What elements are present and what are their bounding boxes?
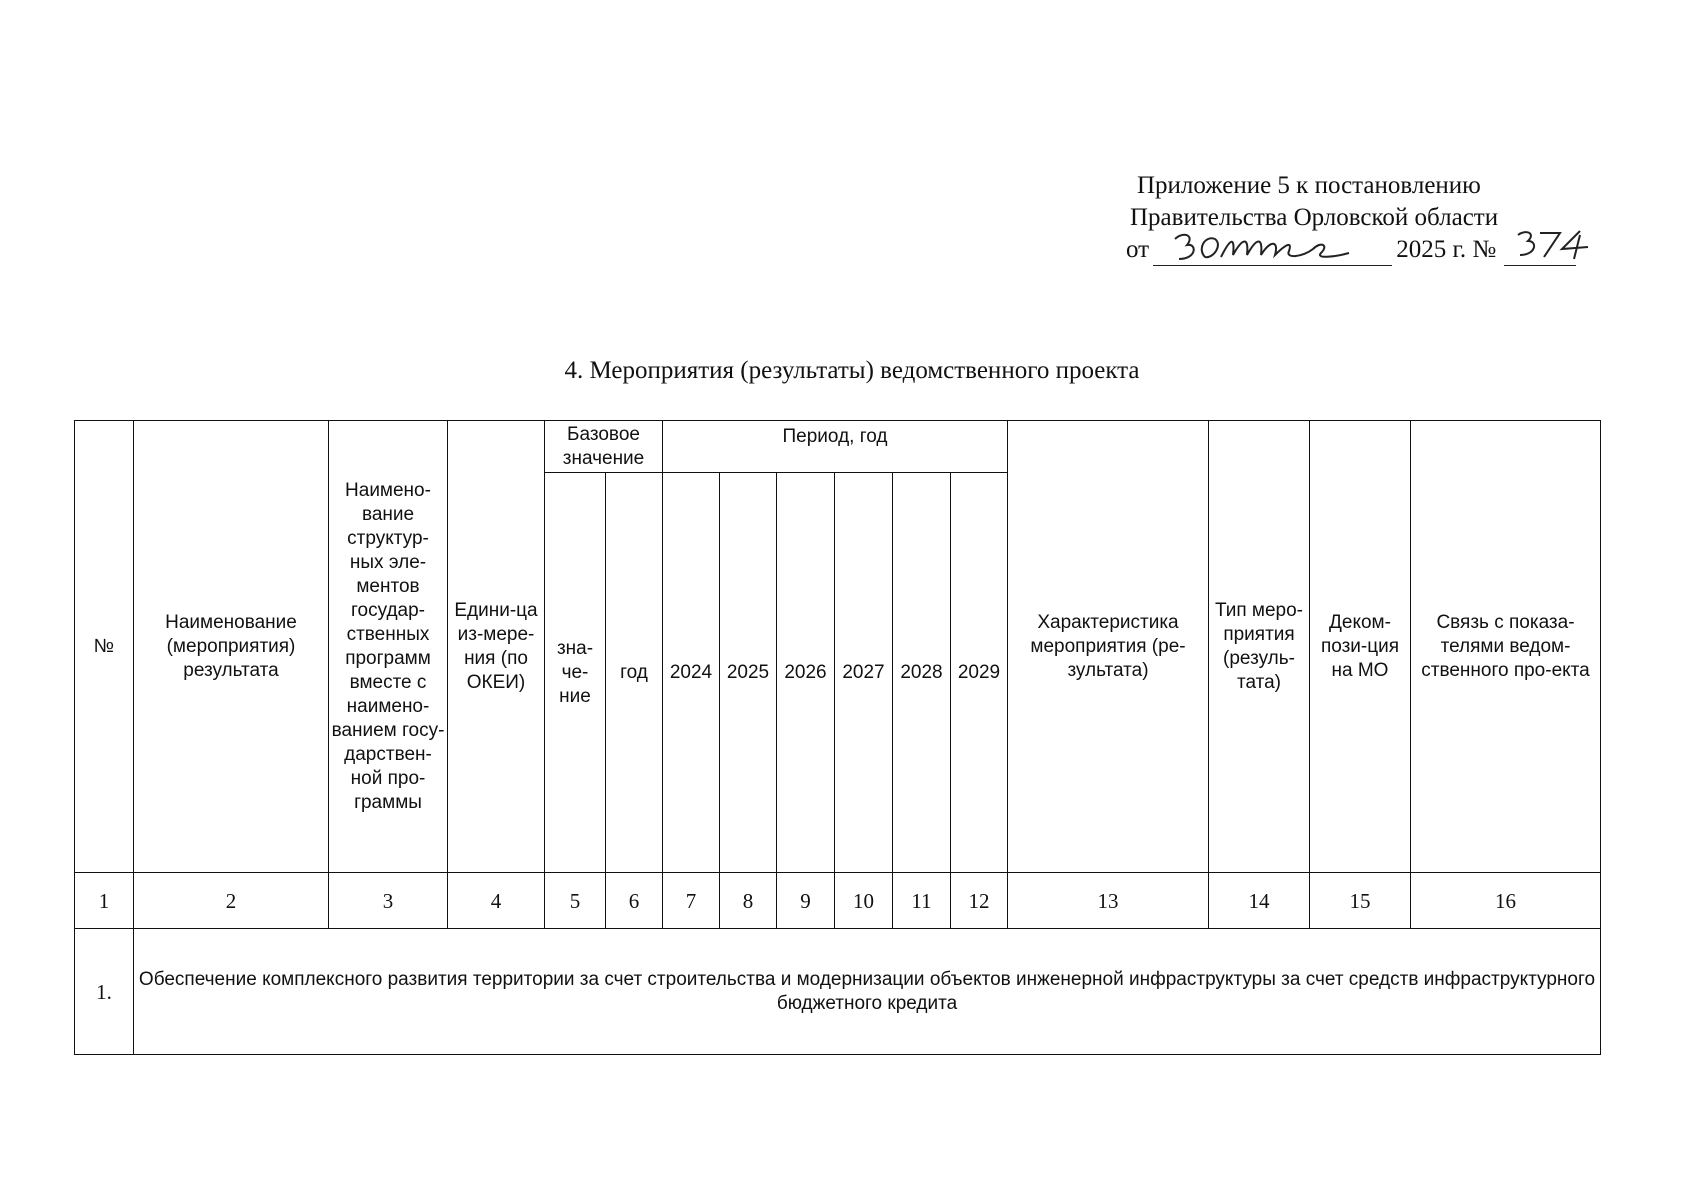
column-number: 12	[951, 873, 1008, 929]
header-year-label: 2025 г. №	[1396, 236, 1497, 263]
column-number: 13	[1008, 873, 1209, 929]
col-head-link: Связь с показа-телями ведом-ственного про-екта	[1411, 421, 1601, 873]
column-number: 3	[329, 873, 448, 929]
col-head-decomp: Деком-пози-ция на МО	[1310, 421, 1411, 873]
col-head-base: Базовое значение	[545, 421, 663, 473]
col-head-struct: Наимено-вание структур-ных эле-ментов государ-ственных программ вместе с наимено-ванием госу-дарствен-ной про-граммы	[329, 421, 448, 873]
approval-header	[1126, 170, 1576, 266]
col-head-base-year: год	[606, 473, 663, 873]
column-number: 9	[777, 873, 835, 929]
column-number: 14	[1209, 873, 1310, 929]
handwritten-number	[1504, 235, 1576, 266]
col-head-year: 2026	[777, 473, 835, 873]
col-head-year: 2024	[663, 473, 720, 873]
column-number: 1	[75, 873, 134, 929]
column-number: 11	[893, 873, 951, 929]
handwritten-date	[1153, 235, 1392, 266]
col-head-name: Наименование (мероприятия) результата	[134, 421, 329, 873]
col-head-char: Характеристика мероприятия (ре-зультата)	[1008, 421, 1209, 873]
col-head-type: Тип меро-приятия (резуль-тата)	[1209, 421, 1310, 873]
table-row	[75, 929, 1601, 1055]
col-head-unit: Едини-ца из-мере-ния (по ОКЕИ)	[448, 421, 545, 873]
measures-table	[74, 420, 1601, 1055]
column-number: 5	[545, 873, 606, 929]
column-number: 16	[1411, 873, 1601, 929]
row-text: Обеспечение комплексного развития территории за счет строительства и модернизации объектов инженерной инфраструктуры за счет средств инфраструктурного бюджетного кредита	[134, 929, 1601, 1055]
header-line-2: Правительства Орловской области	[1130, 204, 1499, 231]
column-number: 4	[448, 873, 545, 929]
col-head-base-value: зна-че-ние	[545, 473, 606, 873]
column-number: 7	[663, 873, 720, 929]
column-number-row	[75, 873, 1601, 929]
col-head-num: №	[75, 421, 134, 873]
column-number: 8	[720, 873, 777, 929]
row-number: 1.	[75, 929, 134, 1055]
col-head-year: 2027	[835, 473, 893, 873]
handwritten-number-signature	[1504, 227, 1594, 267]
col-head-period: Период, год	[663, 421, 1008, 473]
column-number: 6	[606, 873, 663, 929]
column-number: 10	[835, 873, 893, 929]
section-title: 4. Мероприятия (результаты) ведомственного проекта	[564, 357, 1140, 384]
col-head-year: 2029	[951, 473, 1008, 873]
header-date-line	[1126, 234, 1576, 266]
header-line-1: Приложение 5 к постановлению	[1137, 172, 1481, 199]
col-head-year: 2025	[720, 473, 777, 873]
column-number: 2	[134, 873, 329, 929]
col-head-year: 2028	[893, 473, 951, 873]
header-row-1	[75, 421, 1601, 473]
header-ot-label: от	[1126, 236, 1150, 263]
handwritten-date-signature	[1153, 227, 1393, 267]
column-number: 15	[1310, 873, 1411, 929]
